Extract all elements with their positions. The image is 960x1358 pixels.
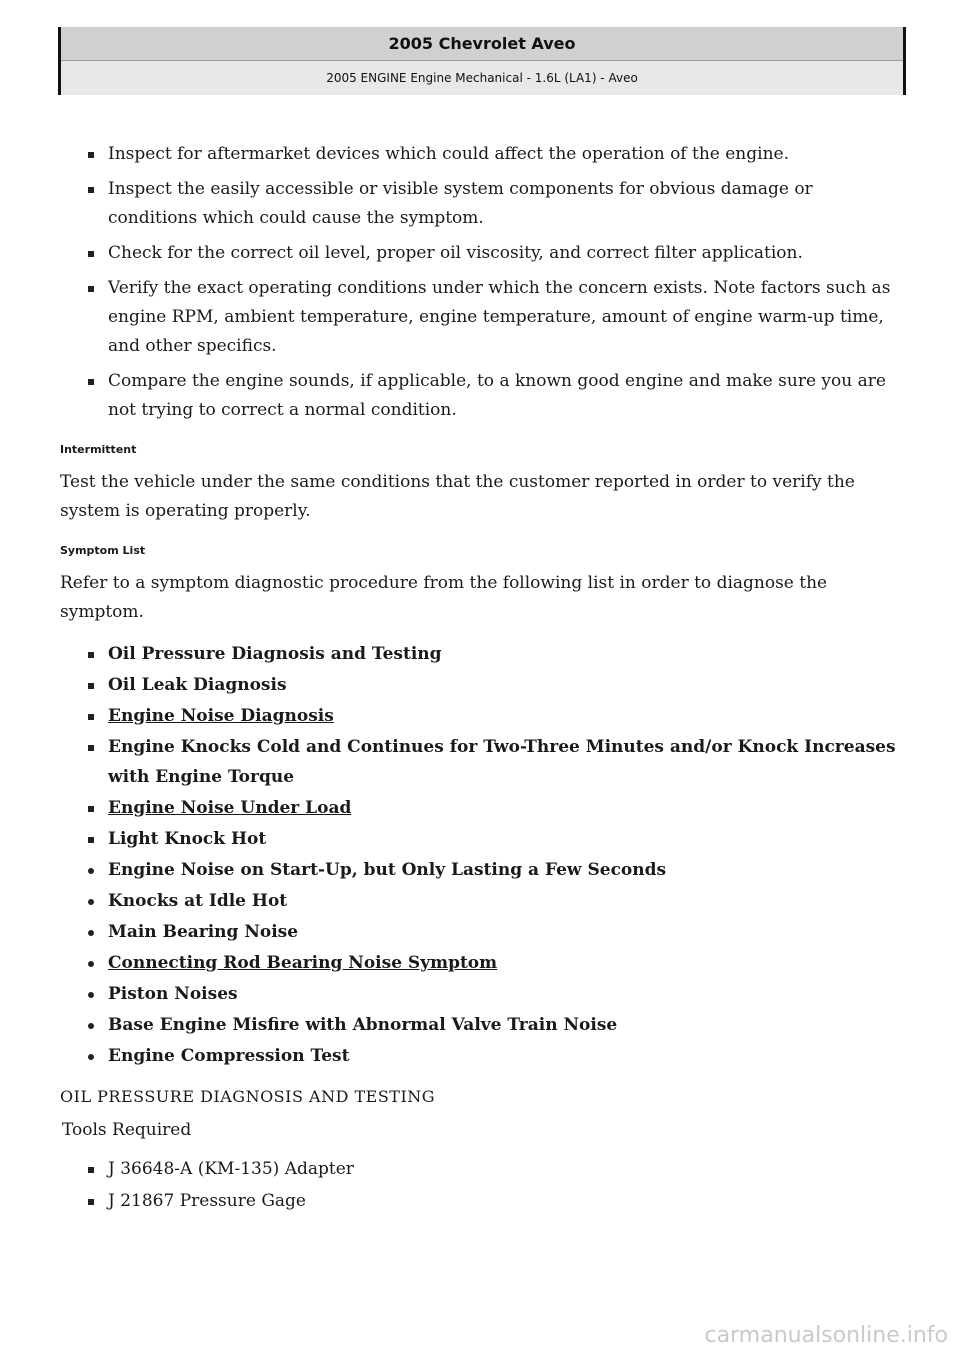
bullet-icon bbox=[88, 1199, 94, 1205]
list-item: J 36648-A (KM-135) Adapter bbox=[60, 1154, 900, 1184]
header-title: 2005 Chevrolet Aveo bbox=[61, 27, 903, 61]
symptom-list bbox=[60, 639, 900, 1071]
symptom-item-knocks-cold[interactable]: Engine Knocks Cold and Continues for Two-Three Minutes and/or Knock Increases with Engine Torque bbox=[60, 732, 900, 792]
bullet-icon bbox=[88, 837, 94, 843]
list-item: Inspect the easily accessible or visible system components for obvious damage or conditions which could cause the symptom. bbox=[60, 175, 900, 233]
bullet-icon bbox=[88, 899, 94, 905]
bullet-icon bbox=[88, 683, 94, 689]
symptom-item-misfire-valve-train[interactable]: Base Engine Misfire with Abnormal Valve Train Noise bbox=[60, 1010, 900, 1040]
tools-required-label: Tools Required bbox=[62, 1120, 192, 1140]
bullet-icon bbox=[88, 714, 94, 720]
intermittent-text: Test the vehicle under the same conditions that the customer reported in order to verify the system is operating properly. bbox=[60, 472, 855, 521]
bullet-icon bbox=[88, 1023, 94, 1029]
document-header bbox=[58, 27, 906, 95]
bullet-icon bbox=[88, 745, 94, 751]
bullet-icon bbox=[88, 251, 94, 257]
symptom-item-main-bearing[interactable]: Main Bearing Noise bbox=[60, 917, 900, 947]
list-item: J 21867 Pressure Gage bbox=[60, 1186, 900, 1216]
symptom-item-compression-test[interactable]: Engine Compression Test bbox=[60, 1041, 900, 1071]
symptom-link-engine-noise[interactable]: Engine Noise Diagnosis bbox=[60, 701, 900, 731]
bullet-icon bbox=[88, 379, 94, 385]
bullet-icon bbox=[88, 652, 94, 658]
symptom-item-knocks-idle-hot[interactable]: Knocks at Idle Hot bbox=[60, 886, 900, 916]
list-item: Compare the engine sounds, if applicable, to a known good engine and make sure you are not trying to correct a normal condition. bbox=[60, 367, 900, 425]
bullet-icon bbox=[88, 1054, 94, 1060]
bullet-icon bbox=[88, 1167, 94, 1173]
symptom-item-light-knock-hot[interactable]: Light Knock Hot bbox=[60, 824, 900, 854]
bullet-icon bbox=[88, 187, 94, 193]
intermittent-label: Intermittent bbox=[60, 443, 137, 456]
tools-list bbox=[60, 1154, 900, 1216]
bullet-icon bbox=[88, 806, 94, 812]
symptom-link-noise-under-load[interactable]: Engine Noise Under Load bbox=[60, 793, 900, 823]
symptom-list-text: Refer to a symptom diagnostic procedure from the following list in order to diagnose the symptom. bbox=[60, 573, 828, 622]
symptom-item-piston-noises[interactable]: Piston Noises bbox=[60, 979, 900, 1009]
symptom-item-oil-leak[interactable]: Oil Leak Diagnosis bbox=[60, 670, 900, 700]
list-item: Check for the correct oil level, proper oil viscosity, and correct filter application. bbox=[60, 239, 900, 268]
bullet-icon bbox=[88, 868, 94, 874]
symptom-item-noise-start-up[interactable]: Engine Noise on Start-Up, but Only Lasting a Few Seconds bbox=[60, 855, 900, 885]
symptom-list-label: Symptom List bbox=[60, 544, 146, 557]
symptom-item-oil-pressure[interactable]: Oil Pressure Diagnosis and Testing bbox=[60, 639, 900, 669]
section-heading-oil-pressure: OIL PRESSURE DIAGNOSIS AND TESTING bbox=[60, 1087, 436, 1106]
bullet-icon bbox=[88, 152, 94, 158]
watermark: carmanualsonline.info bbox=[704, 1323, 948, 1348]
list-item: Inspect for aftermarket devices which could affect the operation of the engine. bbox=[60, 140, 900, 169]
symptom-link-rod-bearing[interactable]: Connecting Rod Bearing Noise Symptom bbox=[60, 948, 900, 978]
header-subtitle: 2005 ENGINE Engine Mechanical - 1.6L (LA1) - Aveo bbox=[61, 61, 903, 95]
bullet-icon bbox=[88, 930, 94, 936]
check-list bbox=[60, 140, 900, 425]
bullet-icon bbox=[88, 992, 94, 998]
list-item: Verify the exact operating conditions under which the concern exists. Note factors such as engine RPM, ambient temperature, engine temperature, amount of engine warm-up time, and other specifics. bbox=[60, 274, 900, 361]
bullet-icon bbox=[88, 961, 94, 967]
document-body bbox=[60, 140, 900, 1218]
bullet-icon bbox=[88, 286, 94, 292]
